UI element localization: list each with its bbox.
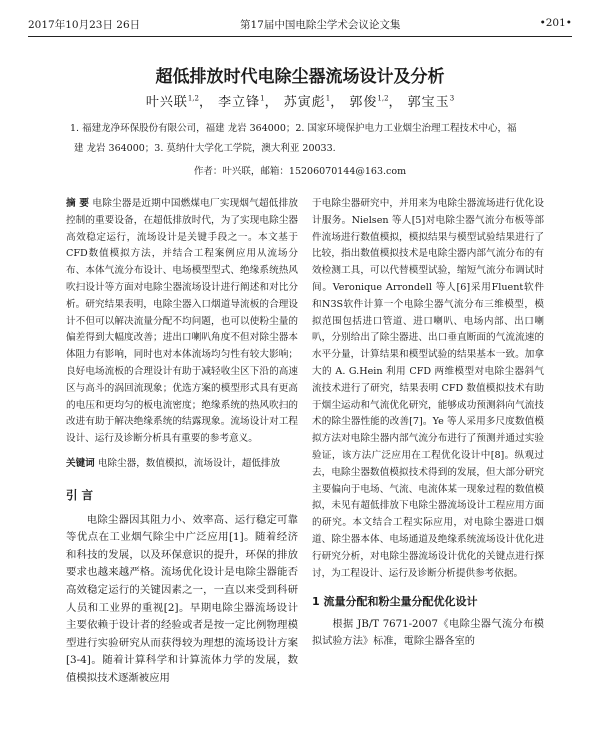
affiliation-line: 建 龙岩 364000；3. 莫纳什大学化工学院，澳大利亚 20033. bbox=[74, 143, 336, 154]
intro-paragraph: 电除尘器因其阻力小、效率高、运行稳定可靠等优点在工业烟气除尘中广泛应用[1]。随着经济和科技的发展，以及环保意识的提升，环保的排放要求也越来越严格。流场优化设计是电除尘器能否高效稳定运行的关键因素之一，一直以来受到科研人员和工业界的重视[2]。早期电除尘器流场设计主要依赖于设计者的经验或者是按一定比例物理模型进行实验研究从而获得较为理想的流场设计方案[3-4]。随着计算科学和计算流体力学的发展，数值模拟技术逐渐被应用 bbox=[66, 513, 298, 684]
affiliation-line: 1. 福建龙净环保股份有限公司，福建 龙岩 364000；2. 国家环境保护电力工业烟尘治理工程技术中心，福 bbox=[70, 123, 517, 134]
keywords-label: 关键词 bbox=[66, 457, 95, 469]
author-name: 郭俊 bbox=[349, 95, 378, 110]
affiliations bbox=[70, 119, 562, 159]
page-header bbox=[28, 14, 572, 37]
intro-heading: 引 言 bbox=[66, 487, 94, 502]
header-page-number: •201• bbox=[539, 17, 572, 29]
author-name: 李立锋 bbox=[218, 95, 261, 110]
section-heading: 1 流量分配和粉尘量分配优化设计 bbox=[312, 595, 478, 609]
author-affil-sup: 3 bbox=[449, 94, 455, 103]
header-conference: 第17届中国电除尘学术会议论文集 bbox=[240, 19, 401, 31]
author-list: 叶兴联$^{1,2}$， 李立锋$^1$， 苏寅彪$^1$， 郭俊$^{1,2}$， 郭宝玉$^3$ bbox=[145, 94, 455, 110]
author-name: 郭宝玉 bbox=[407, 95, 450, 110]
author-name: 叶兴联 bbox=[145, 95, 188, 110]
abstract bbox=[66, 196, 298, 448]
author-name: 苏寅彪 bbox=[283, 95, 326, 110]
right-column bbox=[312, 196, 544, 651]
section-paragraph: 根据 JB/T 7671-2007《电除尘器气流分布模拟试验方法》标准，電除尘器各室的 bbox=[312, 619, 544, 647]
left-column bbox=[66, 196, 298, 687]
abstract-label: 摘 要 bbox=[66, 198, 90, 209]
corresponding-author: 作者：叶兴联，邮箱：15206070144@163.com bbox=[193, 166, 407, 177]
abstract-text: 电除尘器是近期中国燃煤电厂实现烟气超低排放控制的重要设备，在超低排放时代，为了实现电除尘器高效稳定运行，流场设计是关键手段之一。本文基于CFD数值模拟方法，并结合工程案例应用从流场分布、本体气流分布设计、电场模型型式、绝缘系统热风吹扫设计等方面对电除尘器流场设计进行阐述和对比分析。研究结果表明，电除尘器入口烟道导流板的合理设计不但可以解决流量分配不均问题，也可以使粉尘量的偏差得到大幅度改善；进出口喇叭角度不但对除尘器本体阻力有影响，同时也对本体流场均匀性有较大影响；良好电场流板的合理设计有助于减轻收尘区下沿的高速区与高斗的涡回流现象；优选方案的模型形式具有更高的电压和更均匀的板电流密度；绝缘系统的热风吹扫的改进有助于解决绝缘系统的结露现象。流场设计对工程设计、运行及诊断分析具有重要的参考意义。 bbox=[66, 198, 299, 445]
paper-title: 超低排放时代电除尘器流场设计及分析 bbox=[155, 67, 445, 87]
author-affil-sup: 1 bbox=[325, 94, 331, 103]
header-date: 2017年10月23日 26日 bbox=[28, 19, 141, 31]
keywords bbox=[66, 456, 298, 473]
keywords-text: 电除尘器，数值模拟，流场设计，超低排放 bbox=[97, 457, 281, 469]
body-paragraph: 于电除尘器研究中，并用来为电除尘器流场进行优化设计服务。Nielsen 等人[5]对电除尘器气流分布板等部件流场进行数值模拟，模拟结果与模型试验结果进行了比较，指出数值模拟技术是电除尘器内部气流分布的有效检测工具，可以代替模型试验，缩短气流分布调试时间。Veronique Arrondell 等人[6]采用Fluent软件和N3S软件计算一个电除尘器气流分布三维模型，模拟范围包括进口管道、进口喇叭、电场内部、出口喇叭，分别给出了除尘器进、出口垂直断面的气流流速的水平分量，计算结果和模型试验的结果基本一致。加拿大的 A. G.Hein 利用 CFD 两维模型对电除尘器斜气流技术进行了研究，结果表明 CFD 数值模拟技术有助于烟尘运动和气流优化研究，能够成功预测斜向气流技术的除尘器性能的改善[7]。Ye 等人采用多尺度数值模拟方法对电除尘器内部气流分布进行了预测并通过实验验证，该方法广泛应用在工程优化设计中[8]。纵观过去，电除尘器数值模拟技术得到的发展，但大部分研究主要偏向于电场、气流、电流体某一现象过程的数值模拟，未见有超低排放下电除尘器流场设计工程应用方面的研究。本文结合工程实际应用，对电除尘器进口烟道、除尘器本体、电场通道及绝缘系统流场设计优化进行研究分析，对电除尘器流场设计优化的关键点进行探讨，为工程设计、运行及诊断分析提供参考依据。 bbox=[312, 198, 544, 579]
author-affil-sup: 1,2 bbox=[377, 94, 389, 103]
author-affil-sup: 1 bbox=[260, 94, 265, 103]
author-affil-sup: 1,2 bbox=[187, 94, 199, 103]
